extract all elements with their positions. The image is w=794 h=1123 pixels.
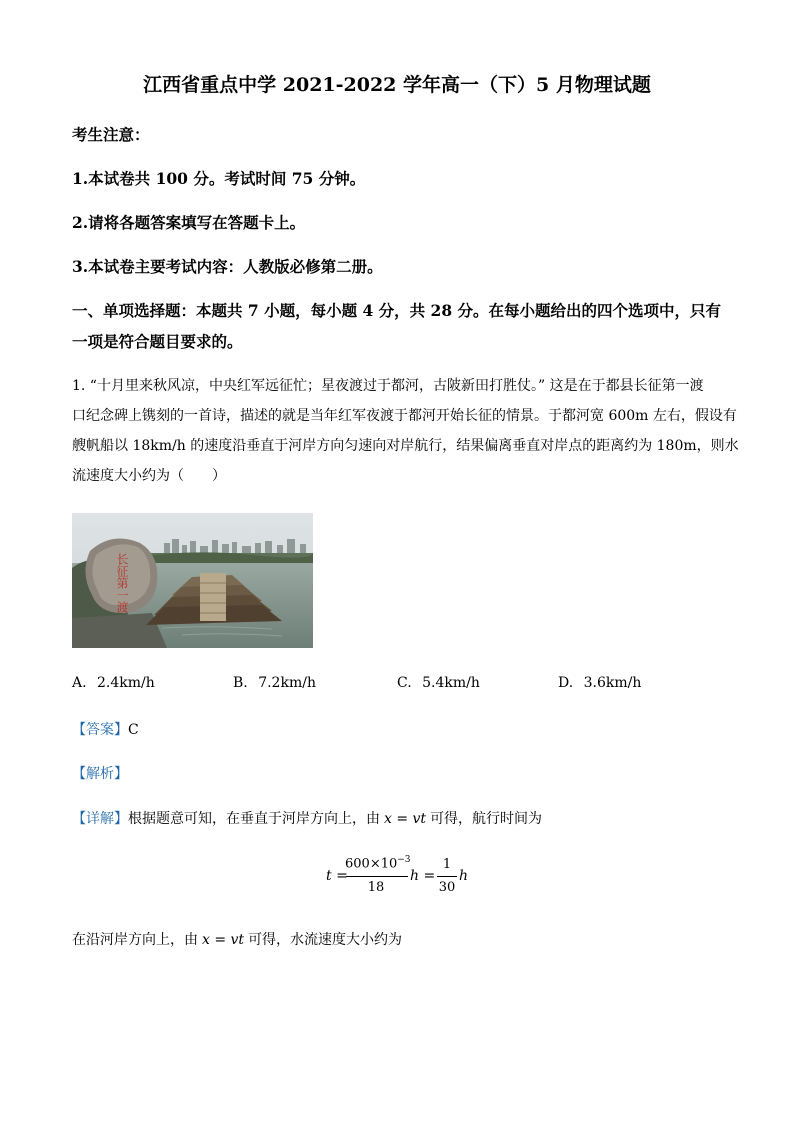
question-line-3: 艘帆船以 18km/h 的速度沿垂直于河岸方向匀速向对岸航行，结果偏离垂直对岸点的距离约为 180m，则水 [72, 438, 739, 454]
formula-lhs: t = [326, 868, 348, 884]
option-d [558, 675, 641, 691]
question-line-4: 流速度大小约为（ ） [72, 468, 226, 484]
formula-unit-2: h [459, 868, 469, 884]
detail-equation: x = vt [384, 811, 427, 827]
option-d-text: 3.6km/h [583, 675, 642, 691]
section-heading-line1: 一、单项选择题：本题共 7 小题，每小题 4 分，共 28 分。在每小题给出的四个选项中，只有 [72, 301, 722, 320]
detail-text-4: 可得，水流速度大小约为 [248, 932, 403, 948]
answer-line [72, 719, 139, 739]
question-photo [72, 513, 313, 648]
fraction-bar-2 [437, 876, 457, 877]
ferry-photo-illustration [72, 513, 313, 648]
option-c [397, 675, 480, 691]
formula-unit-1: h = [410, 868, 436, 884]
formula-exponent: −3 [397, 855, 411, 865]
option-d-letter: D. [558, 675, 574, 691]
formula-denominator-2: 30 [438, 880, 456, 895]
option-b-text: 7.2km/h [258, 675, 316, 691]
answer-label: 【答案】 [72, 722, 128, 738]
notice-heading: 考生注意： [72, 125, 150, 144]
formula-numerator-1: $600\times 10^{-3}$ [345, 855, 411, 872]
option-b [233, 675, 316, 691]
option-b-letter: B. [233, 675, 248, 691]
formula-denominator-1: 18 [367, 880, 385, 895]
formula-numerator-2: 1 [442, 857, 452, 872]
option-a-text: 2.4km/h [97, 675, 155, 691]
answer-value: C [128, 722, 139, 738]
section-heading-line2: 一项是符合题目要求的。 [72, 332, 243, 351]
analysis-label: 【解析】 [72, 766, 128, 782]
question-line-2: 口纪念碑上镌刻的一首诗，描述的就是当年红军夜渡于都河开始长征的情景。于都河宽 600m 左右，假设有 [72, 408, 737, 424]
detail-line-1 [72, 808, 542, 828]
question-line-1: 1. “十月里来秋风凉，中央红军远征忙；星夜渡过于都河，古陂新田打胜仗。” 这是在于都县长征第一渡 [72, 378, 704, 394]
option-c-text: 5.4km/h [422, 675, 480, 691]
notice-item-1: 1.本试卷共 100 分。考试时间 75 分钟。 [72, 169, 366, 188]
option-a [72, 675, 155, 691]
page-title: 江西省重点中学 2021-2022 学年高一（下）5 月物理试题 [143, 74, 651, 96]
detail-text-3: 在沿河岸方向上，由 [72, 932, 198, 948]
stone-inscription: 长征第一渡 [115, 553, 129, 613]
detail-text-1: 根据题意可知，在垂直于河岸方向上，由 [128, 811, 380, 827]
option-a-letter: A. [72, 675, 87, 691]
detail-line-2 [72, 929, 402, 949]
analysis-line [72, 763, 128, 783]
notice-item-3: 3.本试卷主要考试内容：人教版必修第二册。 [72, 257, 383, 276]
detail-text-2: 可得，航行时间为 [430, 811, 543, 827]
fraction-bar-1 [346, 876, 408, 877]
option-c-letter: C. [397, 675, 412, 691]
notice-item-2: 2.请将各题答案填写在答题卡上。 [72, 213, 306, 232]
detail-equation-2: x = vt [202, 932, 245, 948]
detail-label: 【详解】 [72, 811, 128, 827]
